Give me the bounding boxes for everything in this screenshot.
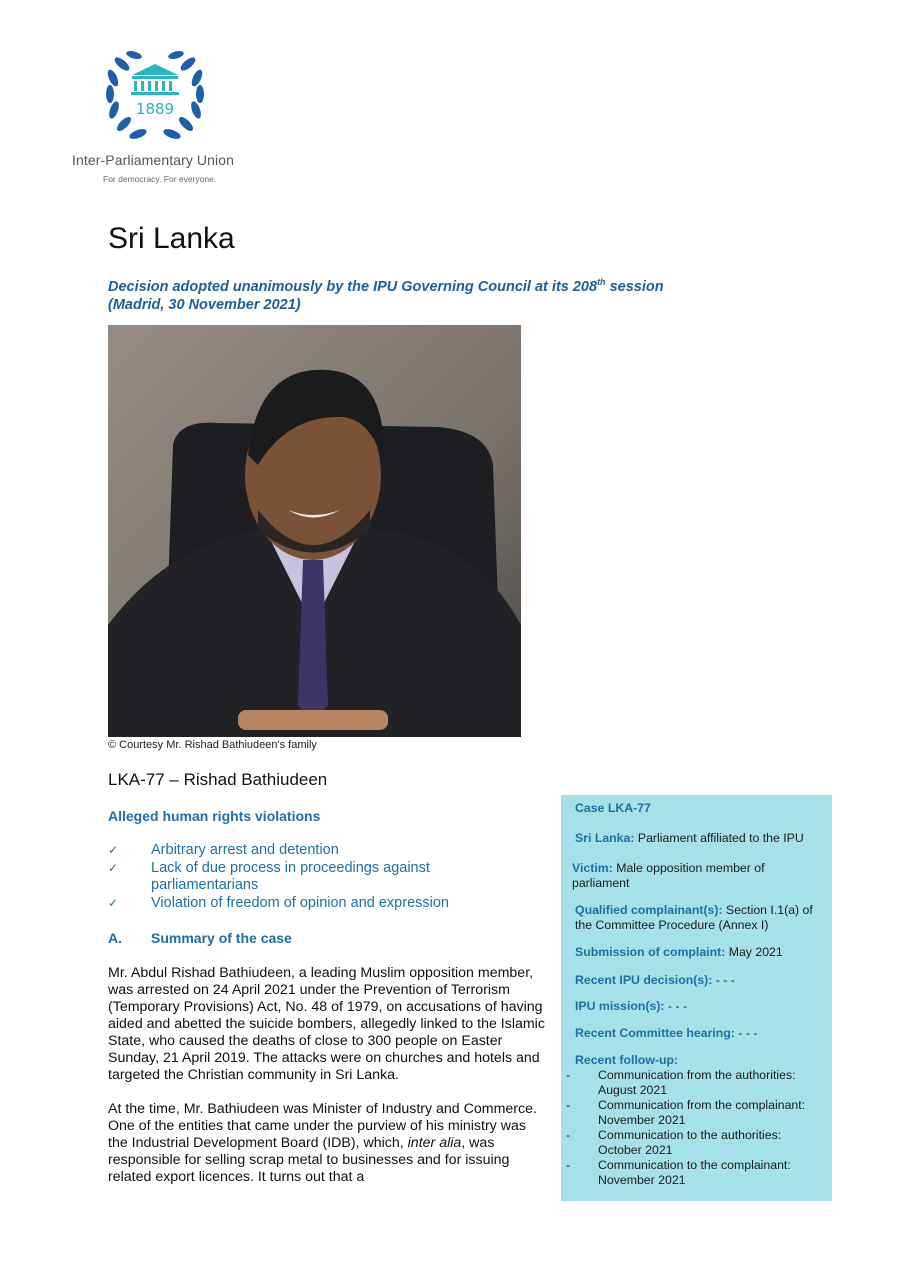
followup-label: Recent follow-up: — [575, 1053, 679, 1067]
summary-paragraph-1: Mr. Abdul Rishad Bathiudeen, a leading Muslim opposition member, was arrested on 24 April 2021 under the Prevention of Terrorism (Temporary Provisions) Act, No. 48 of 1979, on accusations of having aided and abetted the suicide bombers, allegedly linked to the Islamic State, who caused the deaths of close to 300 people on Easter Sunday, 21 April 2019. The attacks were on churches and hotels and targeted the Christian community in Sri Lanka. — [108, 965, 545, 1083]
portrait-photo — [108, 325, 521, 737]
photo-caption: © Courtesy Mr. Rishad Bathiudeen's family — [108, 739, 317, 751]
section-number: A. — [108, 930, 122, 946]
ipu-decisions-field: Recent IPU decision(s): - - - — [575, 973, 735, 987]
case-id: Case LKA-77 — [575, 801, 651, 815]
page-title: Sri Lanka — [108, 222, 235, 255]
logo-year: 1889 — [135, 100, 175, 118]
checkmark-icon: ✓ — [108, 843, 119, 857]
section-a-heading — [108, 930, 292, 946]
country-field: Sri Lanka: Parliament affiliated to the IPU — [575, 831, 804, 845]
checkmark-icon: ✓ — [108, 895, 119, 910]
ipu-logo — [100, 48, 210, 148]
decision-subtitle — [108, 273, 748, 314]
victim-field: Victim: Male opposition member of parliament — [572, 861, 765, 890]
case-summary — [108, 965, 548, 1203]
ipu-missions-field: IPU mission(s): - - - — [575, 999, 688, 1013]
parliament-building-icon — [131, 64, 179, 95]
violation-item: ✓ Arbitrary arrest and detention — [108, 842, 339, 858]
followup-item: - Communication from the complainant: November 2021 — [566, 1098, 806, 1127]
violation-item: ✓ Lack of due process in proceedings against parliamentarians — [108, 859, 430, 893]
decision-line1: Decision adopted unanimously by the IPU Governing Council at its 208th session — [108, 277, 664, 295]
portrait-illustration — [108, 325, 521, 737]
followup-item: - Communication to the authorities: October 2021 — [566, 1128, 782, 1157]
followup-list — [566, 1068, 812, 1188]
committee-hearing-field: Recent Committee hearing: - - - — [575, 1026, 758, 1040]
decision-line2: (Madrid, 30 November 2021) — [108, 296, 301, 313]
case-title: LKA-77 – Rishad Bathiudeen — [108, 770, 328, 789]
followup-item: - Communication to the complainant: November 2021 — [566, 1158, 791, 1187]
complainant-field: Qualified complainant(s): Section I.1(a) of the Committee Procedure (Annex I) — [575, 903, 813, 932]
summary-paragraph-2: At the time, Mr. Bathiudeen was Minister of Industry and Commerce. One of the entities that came under the purview of his ministry was the Industrial Development Board (IDB), which, inter alia, was responsible for selling scrap metal to businesses and for issuing related export licences. It turns out that a — [108, 1101, 537, 1185]
violation-item: ✓ Violation of freedom of opinion and expression — [108, 894, 449, 911]
followup-item: - Communication from the authorities: August 2021 — [566, 1068, 796, 1097]
submission-field: Submission of complaint: May 2021 — [575, 945, 783, 959]
section-title: Summary of the case — [151, 930, 292, 946]
laurel-wreath-icon — [100, 48, 210, 148]
violations-heading: Alleged human rights violations — [108, 808, 321, 824]
tagline: For democracy. For everyone. — [103, 174, 217, 184]
organization-name: Inter-Parliamentary Union — [72, 152, 235, 168]
violations-list — [108, 842, 548, 912]
checkmark-icon: ✓ — [108, 860, 119, 875]
case-info-box — [561, 795, 832, 1201]
